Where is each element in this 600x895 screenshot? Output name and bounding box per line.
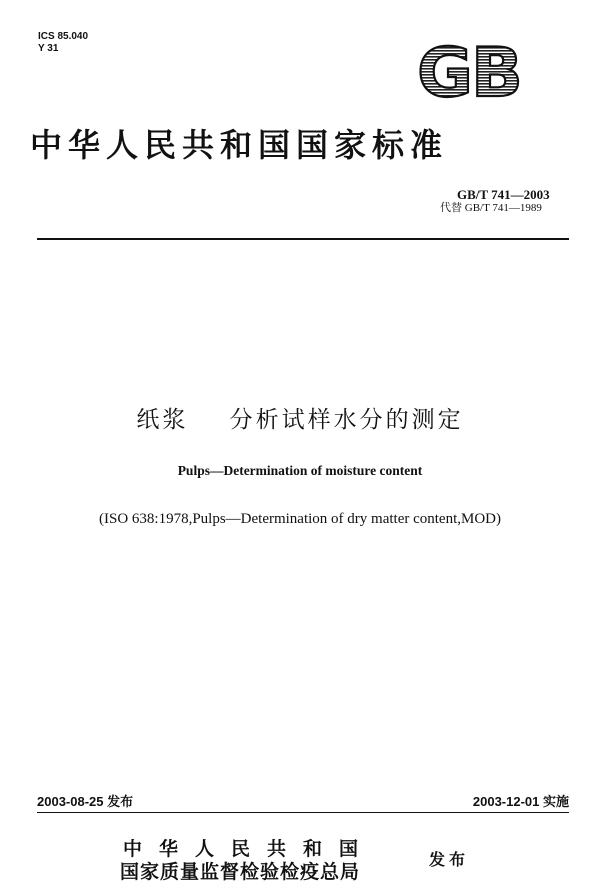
standard-title: 中华人民共和国国家标准 (30, 126, 449, 164)
implementation-date: 2003-12-01 实施 (472, 794, 569, 809)
document-title-chinese: 纸浆 分析试样水分的测定 (136, 407, 464, 433)
issuer-line-2: 国家质量监督检验检疫总局 (120, 861, 361, 883)
gb-logo-text: GB (417, 41, 521, 100)
footer-divider (37, 812, 569, 813)
gb-logo (402, 41, 536, 100)
issue-date: 2003-08-25 发布 (37, 794, 134, 809)
replaces-standard: 代替 GB/T 741—1989 (440, 202, 542, 214)
standard-number: GB/T 741—2003 (457, 187, 550, 202)
issuer-line-1: 中华人民共和国 (123, 838, 376, 860)
ccs-code: Y 31 (38, 43, 59, 54)
header-divider (37, 238, 569, 240)
document-title-english: Pulps—Determination of moisture content (177, 463, 423, 478)
adopted-standard: (ISO 638:1978,Pulps—Determination of dry matter content,MOD) (98, 511, 502, 527)
publish-label: 发布 (429, 850, 470, 869)
ics-code: ICS 85.040 (38, 31, 89, 42)
